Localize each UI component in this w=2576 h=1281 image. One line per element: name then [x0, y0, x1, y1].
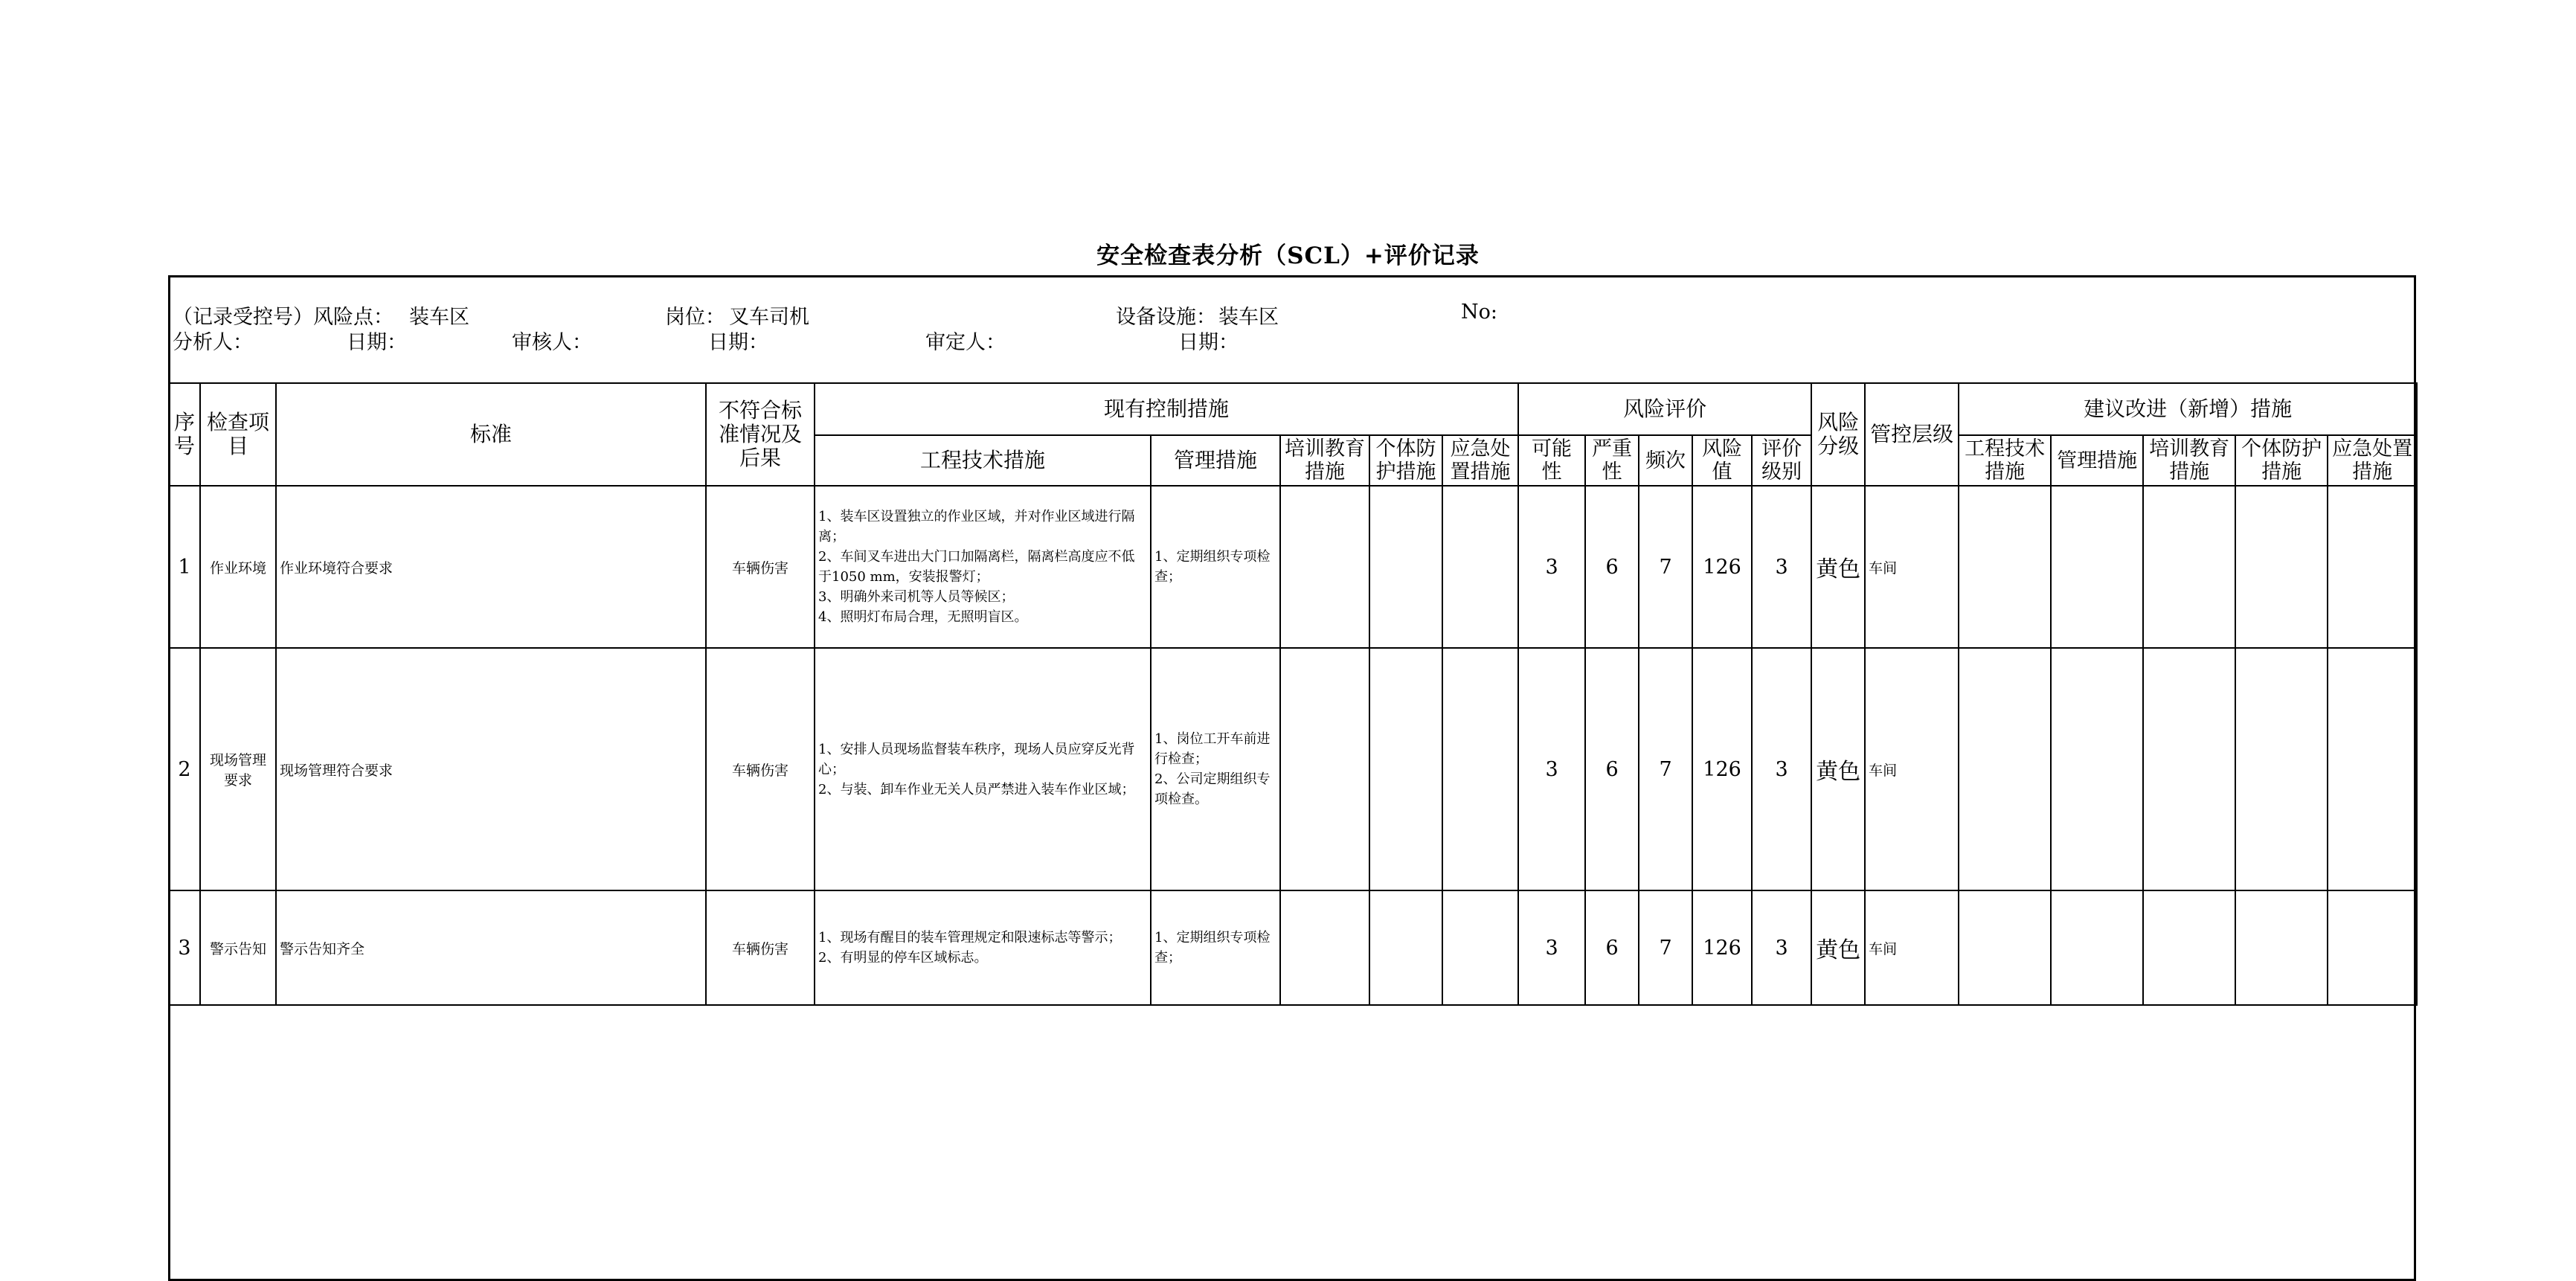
- row-suggest-ppe: [2235, 486, 2328, 648]
- form-info: [173, 301, 2404, 354]
- row-engineering: [815, 486, 1151, 648]
- scl-table: [168, 382, 2418, 1006]
- row-standard: 警示告知齐全: [276, 890, 706, 1005]
- row-training: [1280, 486, 1369, 648]
- header-standard: 标准: [276, 383, 706, 486]
- row-eval-level: 3: [1752, 486, 1811, 648]
- risk-point-value: 装车区: [409, 306, 469, 329]
- header-current-controls: 现有控制措施: [815, 383, 1518, 435]
- post-label: 岗位：: [665, 306, 725, 329]
- row-suggest-emergency: [2328, 486, 2417, 648]
- row-item: 现场管理要求: [200, 648, 276, 890]
- table-row: [169, 890, 2417, 1005]
- row-standard: 作业环境符合要求: [276, 486, 706, 648]
- row-ppe: [1369, 486, 1442, 648]
- header-seq: 序号: [169, 383, 200, 486]
- row-suggest-emergency: [2328, 890, 2417, 1005]
- table-row: [169, 486, 2417, 648]
- header-suggest-emergency: 应急处置措施: [2328, 435, 2417, 486]
- row-risk-value: 126: [1692, 890, 1752, 1005]
- row-risk-value: 126: [1692, 486, 1752, 648]
- engineering-line: 4、照明灯布局合理，无照明盲区。: [818, 609, 1028, 625]
- table-row: [169, 648, 2417, 890]
- row-seq: 2: [169, 648, 200, 890]
- row-management: [1151, 486, 1280, 648]
- post-value: 叉车司机: [729, 306, 809, 329]
- equipment-label: 设备设施：: [1116, 306, 1216, 329]
- row-seq: 1: [169, 486, 200, 648]
- row-severity: 6: [1585, 890, 1639, 1005]
- date-label-3: 日期：: [1178, 331, 1239, 354]
- no-label: No:: [1461, 301, 1497, 324]
- row-training: [1280, 648, 1369, 890]
- date-label-2: 日期：: [708, 331, 768, 354]
- row-risk-grade: 黄色: [1811, 890, 1865, 1005]
- header-risk-evaluation: 风险评价: [1518, 383, 1811, 435]
- row-engineering: [815, 890, 1151, 1005]
- header-suggest-management: 管理措施: [2051, 435, 2143, 486]
- header-engineering: 工程技术措施: [815, 435, 1151, 486]
- engineering-line: 2、车间叉车进出大门口加隔离栏，隔离栏高度应不低于1050 mm，安装报警灯；: [818, 549, 1135, 585]
- row-suggest-ppe: [2235, 890, 2328, 1005]
- row-suggest-training: [2143, 648, 2235, 890]
- row-item: 警示告知: [200, 890, 276, 1005]
- header-training: 培训教育措施: [1280, 435, 1369, 486]
- header-management: 管理措施: [1151, 435, 1280, 486]
- header-item: 检查项目: [200, 383, 276, 486]
- row-ppe: [1369, 890, 1442, 1005]
- row-severity: 6: [1585, 486, 1639, 648]
- row-suggest-management: [2051, 890, 2143, 1005]
- approver-label: 审定人：: [925, 331, 1006, 354]
- row-consequence: 车辆伤害: [706, 890, 815, 1005]
- row-management: [1151, 890, 1280, 1005]
- row-standard: 现场管理符合要求: [276, 648, 706, 890]
- header-suggest-training: 培训教育措施: [2143, 435, 2235, 486]
- row-eval-level: 3: [1752, 890, 1811, 1005]
- reviewer-label: 审核人：: [512, 331, 592, 354]
- row-suggest-emergency: [2328, 648, 2417, 890]
- row-control-level: 车间: [1865, 486, 1959, 648]
- header-frequency: 频次: [1639, 435, 1692, 486]
- row-ppe: [1369, 648, 1442, 890]
- header-emergency: 应急处置措施: [1442, 435, 1518, 486]
- row-likelihood: 3: [1518, 890, 1585, 1005]
- row-management: [1151, 648, 1280, 890]
- info-row-2: [173, 326, 2404, 354]
- row-likelihood: 3: [1518, 648, 1585, 890]
- engineering-line: 1、现场有醒目的装车管理规定和限速标志等警示；: [818, 930, 1122, 946]
- header-control-level: 管控层级: [1865, 383, 1959, 486]
- row-eval-level: 3: [1752, 648, 1811, 890]
- row-risk-value: 126: [1692, 648, 1752, 890]
- header-nonconformity: 不符合标准情况及后果: [706, 383, 815, 486]
- row-consequence: 车辆伤害: [706, 648, 815, 890]
- engineering-line: 1、安排人员现场监督装车秩序，现场人员应穿反光背心；: [818, 741, 1135, 777]
- analyst-label: 分析人：: [173, 331, 253, 354]
- row-risk-grade: 黄色: [1811, 648, 1865, 890]
- date-label-1: 日期：: [347, 331, 407, 354]
- header-severity: 严重性: [1585, 435, 1639, 486]
- record-label: （记录受控号）风险点：: [173, 306, 394, 329]
- row-emergency: [1442, 890, 1518, 1005]
- row-severity: 6: [1585, 648, 1639, 890]
- row-risk-grade: 黄色: [1811, 486, 1865, 648]
- header-risk-value: 风险值: [1692, 435, 1752, 486]
- row-emergency: [1442, 486, 1518, 648]
- header-ppe: 个体防护措施: [1369, 435, 1442, 486]
- engineering-line: 2、有明显的停车区域标志。: [818, 950, 988, 966]
- row-frequency: 7: [1639, 486, 1692, 648]
- management-line: 1、岗位工开车前进行检查；: [1154, 731, 1271, 767]
- row-frequency: 7: [1639, 890, 1692, 1005]
- row-suggest-engineering: [1959, 890, 2051, 1005]
- header-eval-level: 评价级别: [1752, 435, 1811, 486]
- management-line: 2、公司定期组织专项检查。: [1154, 771, 1271, 807]
- row-likelihood: 3: [1518, 486, 1585, 648]
- row-item: 作业环境: [200, 486, 276, 648]
- management-line: 1、定期组织专项检查；: [1154, 930, 1271, 966]
- row-suggest-engineering: [1959, 648, 2051, 890]
- equipment-value: 装车区: [1218, 306, 1279, 329]
- row-emergency: [1442, 648, 1518, 890]
- row-seq: 3: [169, 890, 200, 1005]
- engineering-line: 3、明确外来司机等人员等候区；: [818, 589, 1015, 605]
- row-frequency: 7: [1639, 648, 1692, 890]
- row-suggest-management: [2051, 486, 2143, 648]
- row-suggest-training: [2143, 486, 2235, 648]
- header-likelihood: 可能性: [1518, 435, 1585, 486]
- row-suggest-engineering: [1959, 486, 2051, 648]
- engineering-line: 1、装车区设置独立的作业区域，并对作业区域进行隔离；: [818, 509, 1135, 545]
- row-suggest-ppe: [2235, 648, 2328, 890]
- row-engineering: [815, 648, 1151, 890]
- row-suggest-training: [2143, 890, 2235, 1005]
- management-line: 1、定期组织专项检查；: [1154, 549, 1271, 585]
- engineering-line: 2、与装、卸车作业无关人员严禁进入装车作业区域；: [818, 781, 1135, 797]
- row-consequence: 车辆伤害: [706, 486, 815, 648]
- header-suggested-measures: 建议改进（新增）措施: [1959, 383, 2417, 435]
- row-training: [1280, 890, 1369, 1005]
- header-risk-grade: 风险分级: [1811, 383, 1865, 486]
- row-suggest-management: [2051, 648, 2143, 890]
- row-control-level: 车间: [1865, 890, 1959, 1005]
- header-suggest-ppe: 个体防护措施: [2235, 435, 2328, 486]
- page-title: 安全检查表分析（SCL）+评价记录: [1096, 243, 1480, 269]
- header-suggest-engineering: 工程技术措施: [1959, 435, 2051, 486]
- row-control-level: 车间: [1865, 648, 1959, 890]
- info-row-1: [173, 301, 2404, 329]
